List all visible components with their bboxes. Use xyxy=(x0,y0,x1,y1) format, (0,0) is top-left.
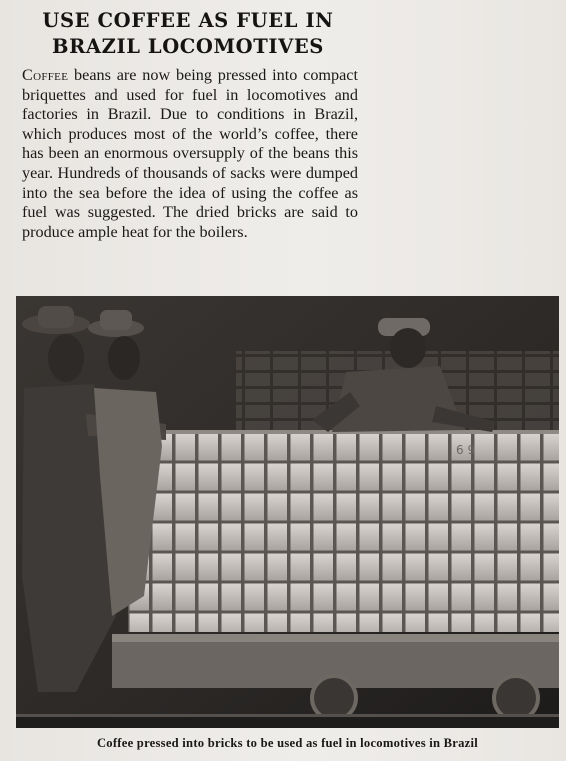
lead-word: Coffee xyxy=(22,66,69,84)
headline-line-1: USE COFFEE AS FUEL IN xyxy=(42,9,334,32)
article-body-text: beans are now being pressed into compact briquettes and used for fuel in locomotives and factories in Brazil. Due to conditions in Brazil, which produces most of the world’s coffee, there has been an enormous oversupply of the beans this year. Hundreds of thousands of sacks were dumped into the sea before the idea of using the coffee as fuel was suggested. The dried bricks are said to produce ample heat for the boilers. xyxy=(22,66,358,241)
photo-caption: Coffee pressed into bricks to be used as fuel in locomotives in Brazil xyxy=(96,736,479,750)
photo-coffee-bricks xyxy=(16,296,559,728)
article-body xyxy=(22,66,358,242)
svg-text:6 9: 6 9 xyxy=(456,443,476,457)
photo-illustration xyxy=(16,296,559,728)
article-headline xyxy=(18,8,358,60)
headline-line-2: BRAZIL LOCOMOTIVES xyxy=(52,35,324,58)
